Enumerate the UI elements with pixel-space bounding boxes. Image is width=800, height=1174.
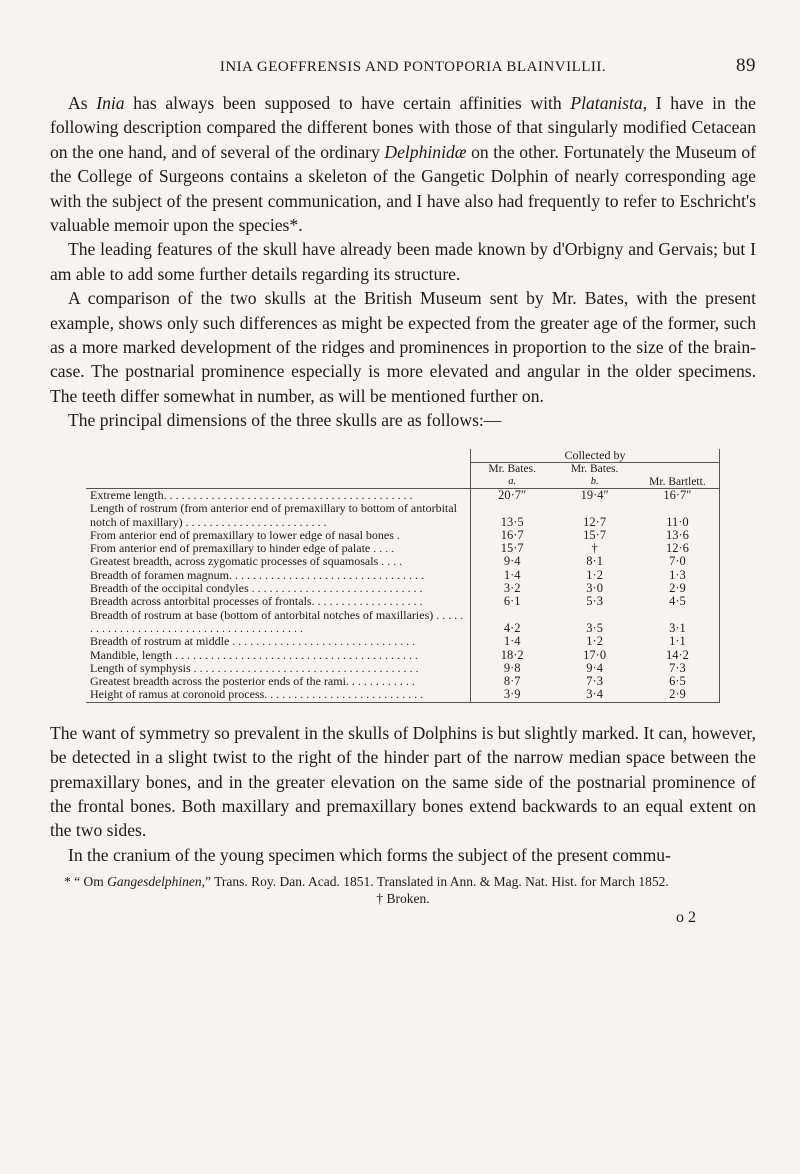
row-value: 8·1 — [586, 554, 603, 569]
table-row — [86, 582, 720, 595]
paragraph-3: A comparison of the two skulls at the British Museum sent by Mr. Bates, with the present example, shows only such differences as might be expected from the greater age of the former, such as a more marked development of the ridges and prominences in proportion to the size of the brain-case. The postnarial prominence especially is more elevated and angular in the older specimens. The teeth differ somewhat in number, as will be mentioned further on. — [50, 288, 756, 406]
table-row — [86, 649, 720, 662]
table-row — [86, 609, 720, 636]
row-value: 1·2 — [586, 567, 603, 582]
row-value: 20·7″ — [498, 487, 527, 502]
row-value: 1·1 — [636, 635, 720, 648]
row-value: 11·0 — [636, 502, 720, 529]
column-header: Mr. Bates. b. — [553, 462, 635, 488]
table-row — [86, 488, 720, 502]
paragraph-5: The want of symmetry so prevalent in the skulls of Dolphins is but slightly marked. It can, however, be detected in a slight twist to the right of the hinder part of the narrow median space between the premaxillary bones, and in the greater elevation on the same side of the postnarial prominence of the frontal bones. Both maxillary and premaxillary bones extend backwards to an equal extent on the two sides. — [50, 722, 756, 841]
row-label: Greatest breadth, across zygomatic processes of squamosals . . . . — [86, 555, 470, 568]
row-value: 18·2 — [500, 647, 524, 662]
footnote-1: * “ Om Gangesdelphinen,” Trans. Roy. Dan. Acad. 1851. Translated in Ann. & Mag. Nat. Hist. for March 1852. — [64, 874, 669, 890]
column-header: Mr. Bates. a. — [470, 462, 553, 488]
row-label: From anterior end of premaxillary to hinder edge of palate . . . . — [86, 542, 470, 555]
row-value: 6·1 — [503, 594, 521, 609]
row-value: 1·4 — [503, 567, 521, 582]
row-value: 3·0 — [586, 581, 603, 596]
signature-mark: o 2 — [676, 909, 696, 927]
table-row — [86, 662, 720, 675]
row-label: Breadth of rostrum at middle . . . . . . . . . . . . . . . . . . . . . . . . . . . . . . . — [86, 635, 470, 648]
row-value: 13·6 — [636, 529, 720, 542]
row-value: 14·2 — [636, 649, 720, 662]
row-value: 6·5 — [636, 675, 720, 688]
row-value: 9·4 — [503, 554, 521, 569]
row-value: 15·7 — [583, 527, 607, 542]
row-value: 1·4 — [503, 634, 521, 649]
row-label: Breadth of the occipital condyles . . . . . . . . . . . . . . . . . . . . . . . . . . . . . — [86, 582, 470, 595]
running-header — [50, 55, 756, 77]
row-value: 4·2 — [503, 620, 521, 635]
row-value: 12·7 — [583, 514, 607, 529]
row-label: From anterior end of premaxillary to lower edge of nasal bones . — [86, 529, 470, 542]
row-label: Length of symphysis . . . . . . . . . . . . . . . . . . . . . . . . . . . . . . . . . . . . . . — [86, 662, 470, 675]
table-row — [86, 569, 720, 582]
row-label: Breadth of foramen magnum. . . . . . . . . . . . . . . . . . . . . . . . . . . . . . . . . — [86, 569, 470, 582]
row-value: 19·4″ — [580, 487, 609, 502]
row-label: Breadth across antorbital processes of frontals. . . . . . . . . . . . . . . . . . . — [86, 595, 470, 608]
row-value: 9·4 — [586, 660, 603, 675]
row-label: Extreme length. . . . . . . . . . . . . . . . . . . . . . . . . . . . . . . . . . . . . . . . . . — [86, 488, 470, 502]
footnotes — [50, 873, 756, 907]
row-label: Breadth of rostrum at base (bottom of antorbital notches of maxillaries) . . . . . . . . . . . . . . . . . . . . . . . . . . . . . . . . . . . . . . . . . — [86, 609, 470, 636]
table-row — [86, 502, 720, 529]
row-value: 13·5 — [500, 514, 524, 529]
row-value: 2·9 — [636, 688, 720, 702]
paragraph-2: The leading features of the skull have already been made known by d'Orbigny and Gervais; but I am able to add some further details regarding its structure. — [50, 239, 756, 284]
row-value: 7·3 — [586, 674, 603, 689]
table-row — [86, 595, 720, 608]
column-header: Mr. Bartlett. — [636, 462, 720, 488]
row-value: 7·3 — [636, 662, 720, 675]
paragraph-6: In the cranium of the young specimen which forms the subject of the present commu- — [68, 844, 671, 865]
footnote-2: † Broken. — [376, 891, 430, 907]
row-value: † — [591, 541, 598, 556]
collected-by-header: Collected by — [470, 449, 719, 463]
row-value: 5·3 — [586, 594, 603, 609]
table-row — [86, 688, 720, 702]
table-row — [86, 635, 720, 648]
row-value: 7·0 — [636, 555, 720, 568]
row-value: 12·6 — [636, 542, 720, 555]
row-value: 17·0 — [583, 647, 607, 662]
row-value: 2·9 — [636, 582, 720, 595]
row-value: 9·8 — [503, 660, 521, 675]
table-row — [86, 555, 720, 568]
row-value: 3·1 — [636, 609, 720, 636]
dimensions-table — [86, 449, 720, 703]
row-label: Height of ramus at coronoid process. . . . . . . . . . . . . . . . . . . . . . . . . . . — [86, 688, 470, 702]
row-value: 15·7 — [500, 541, 524, 556]
paragraph-1: As Inia has always been supposed to have certain affinities with Platanista, I have in the following description compared the different bones with those of that singularly modified Cetacean on the one hand, and of several of the ordinary Delphinidæ on the other. Fortunately the Museum of the College of Surgeons contains a skeleton of the Gangetic Dolphin of nearly corresponding age with the subject of the present communication, and I have also had frequently to refer to Eschricht's valuable memoir upon the species*. — [50, 93, 757, 236]
table-row — [86, 529, 720, 542]
row-label: Length of rostrum (from anterior end of premaxillary to bottom of antorbital notch of maxillary) . . . . . . . . . . . . . . . . . . . . . . . . — [86, 502, 470, 529]
table-row — [86, 675, 720, 688]
running-title: INIA GEOFFRENSIS AND PONTOPORIA BLAINVILLII. — [219, 59, 607, 75]
table-row — [86, 542, 720, 555]
row-value: 8·7 — [503, 674, 521, 689]
row-value: 16·7 — [500, 527, 524, 542]
row-value: 16·7″ — [636, 488, 720, 502]
row-value: 3·2 — [503, 581, 521, 596]
page — [50, 55, 756, 927]
row-value: 1·3 — [636, 569, 720, 582]
row-value: 3·9 — [470, 688, 553, 702]
row-value: 4·5 — [636, 595, 720, 608]
row-label: Mandible, length . . . . . . . . . . . . . . . . . . . . . . . . . . . . . . . . . . . . . . . . . — [86, 649, 470, 662]
row-value: 3·4 — [553, 688, 635, 702]
page-number: 89 — [736, 55, 756, 76]
row-value: 1·2 — [586, 634, 603, 649]
row-value: 3·5 — [586, 620, 603, 635]
row-label: Greatest breadth across the posterior ends of the rami. . . . . . . . . . . . — [86, 675, 470, 688]
paragraph-4: The principal dimensions of the three skulls are as follows:— — [68, 410, 502, 431]
